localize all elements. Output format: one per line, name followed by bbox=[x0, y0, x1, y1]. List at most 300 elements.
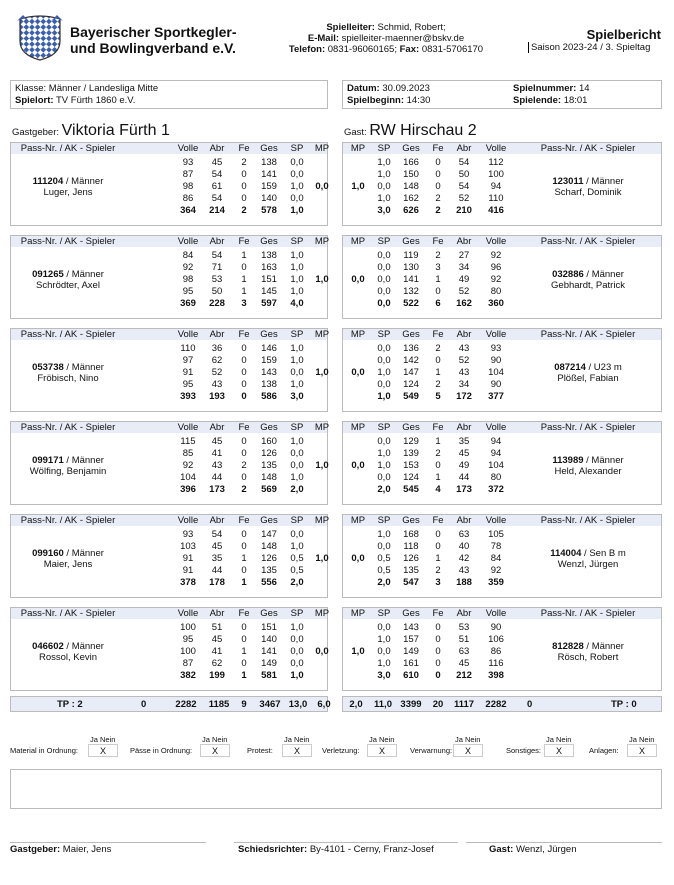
away-team-title: Gast: RW Hirschau 2 bbox=[344, 122, 477, 139]
column-label: Pass-Nr. / AK - Spieler bbox=[540, 608, 636, 619]
column-label: Abr bbox=[456, 422, 472, 433]
game-value: 43 bbox=[458, 343, 470, 354]
game-value: 1,0 bbox=[377, 634, 391, 645]
sum-value: 178 bbox=[209, 577, 225, 588]
checkbox-pair[interactable]: X bbox=[453, 744, 483, 757]
column-label: Ges bbox=[260, 422, 278, 433]
game-value: 62 bbox=[211, 658, 223, 669]
column-label: Ges bbox=[260, 236, 278, 247]
game-value: 2 bbox=[435, 250, 441, 261]
game-value: 118 bbox=[403, 541, 419, 552]
game-value: 80 bbox=[490, 472, 502, 483]
yes-no-header: Ja Nein bbox=[90, 735, 116, 744]
game-value: 0 bbox=[241, 436, 247, 447]
game-value: 54 bbox=[458, 157, 470, 168]
game-value: 0,0 bbox=[377, 343, 391, 354]
column-label: SP bbox=[377, 329, 391, 340]
game-value: 86 bbox=[182, 193, 194, 204]
sum-value: 3,0 bbox=[290, 391, 304, 402]
match-point: 1,0 bbox=[315, 553, 329, 564]
away-player-block bbox=[342, 514, 662, 598]
game-value: 1 bbox=[435, 472, 441, 483]
game-value: 41 bbox=[211, 448, 223, 459]
column-label: SP bbox=[377, 236, 391, 247]
game-value: 141 bbox=[261, 169, 277, 180]
game-value: 0 bbox=[435, 181, 441, 192]
column-header bbox=[343, 422, 661, 433]
game-value: 36 bbox=[211, 343, 223, 354]
game-value: 1,0 bbox=[377, 193, 391, 204]
match-point: 0,0 bbox=[351, 274, 365, 285]
game-value: 96 bbox=[490, 262, 502, 273]
game-value: 0 bbox=[435, 157, 441, 168]
game-value: 129 bbox=[403, 436, 419, 447]
player-info: 123011 / Männer Scharf, Dominik bbox=[552, 176, 624, 198]
away-player-block bbox=[342, 607, 662, 691]
player-info: 099171 / Männer Wölfing, Benjamin bbox=[29, 455, 107, 477]
yes-no-header: Ja Nein bbox=[284, 735, 310, 744]
column-label: SP bbox=[377, 422, 391, 433]
game-value: 0 bbox=[435, 286, 441, 297]
game-value: 1,0 bbox=[377, 448, 391, 459]
column-label: Pass-Nr. / AK - Spieler bbox=[540, 236, 636, 247]
sum-value: 214 bbox=[209, 205, 225, 216]
sum-value: 586 bbox=[261, 391, 277, 402]
home-totals-row: TP : 2 0 2282 1185 9 3467 13,0 6,0 bbox=[10, 696, 328, 712]
column-label: Pass-Nr. / AK - Spieler bbox=[20, 236, 116, 247]
game-value: 0,5 bbox=[290, 553, 304, 564]
game-value: 93 bbox=[182, 529, 194, 540]
game-value: 148 bbox=[261, 472, 277, 483]
column-header bbox=[343, 329, 661, 340]
home-player-block bbox=[10, 607, 328, 691]
game-value: 0,0 bbox=[377, 472, 391, 483]
column-label: Abr bbox=[209, 236, 225, 247]
column-label: Volle bbox=[177, 515, 199, 526]
match-point: 0,0 bbox=[315, 646, 329, 657]
match-point: 1,0 bbox=[315, 460, 329, 471]
yes-no-header: Ja Nein bbox=[369, 735, 395, 744]
game-value: 146 bbox=[261, 343, 277, 354]
game-value: 1,0 bbox=[290, 250, 304, 261]
sum-value: 162 bbox=[456, 298, 472, 309]
game-value: 95 bbox=[182, 379, 194, 390]
column-header bbox=[11, 329, 330, 340]
game-value: 45 bbox=[458, 448, 470, 459]
check-label: Verwarnung: bbox=[410, 746, 453, 755]
game-value: 1,0 bbox=[377, 529, 391, 540]
game-value: 0,0 bbox=[290, 460, 304, 471]
game-value: 110 bbox=[180, 343, 196, 354]
sum-value: 173 bbox=[209, 484, 225, 495]
column-label: MP bbox=[350, 422, 366, 433]
checkbox-pair[interactable]: X bbox=[627, 744, 657, 757]
game-value: 124 bbox=[403, 472, 419, 483]
sum-value: 5 bbox=[435, 391, 441, 402]
column-label: SP bbox=[290, 329, 304, 340]
player-info: 111204 / Männer Luger, Jens bbox=[32, 176, 104, 198]
game-value: 151 bbox=[261, 622, 277, 633]
signature-line bbox=[10, 842, 206, 843]
game-value: 103 bbox=[180, 541, 196, 552]
game-value: 0 bbox=[241, 181, 247, 192]
column-label: MP bbox=[350, 329, 366, 340]
game-value: 0 bbox=[241, 169, 247, 180]
column-header bbox=[11, 608, 330, 619]
game-value: 42 bbox=[458, 553, 470, 564]
column-label: Ges bbox=[260, 608, 278, 619]
game-value: 157 bbox=[403, 634, 419, 645]
game-value: 44 bbox=[211, 472, 223, 483]
game-value: 126 bbox=[403, 553, 419, 564]
game-value: 147 bbox=[261, 529, 277, 540]
game-value: 116 bbox=[488, 658, 504, 669]
game-value: 161 bbox=[403, 658, 419, 669]
column-label: Fe bbox=[432, 515, 444, 526]
column-label: MP bbox=[314, 143, 330, 154]
sum-value: 547 bbox=[403, 577, 419, 588]
column-label: MP bbox=[314, 236, 330, 247]
sum-value: 173 bbox=[456, 484, 472, 495]
game-value: 45 bbox=[211, 634, 223, 645]
game-value: 149 bbox=[403, 646, 419, 657]
column-label: MP bbox=[314, 422, 330, 433]
check-label: Protest: bbox=[247, 746, 273, 755]
game-value: 63 bbox=[458, 646, 470, 657]
game-value: 1 bbox=[241, 646, 247, 657]
game-value: 0,0 bbox=[377, 250, 391, 261]
game-value: 119 bbox=[403, 250, 419, 261]
column-label: Ges bbox=[260, 143, 278, 154]
column-label: Ges bbox=[402, 143, 420, 154]
game-value: 43 bbox=[458, 367, 470, 378]
column-label: SP bbox=[377, 515, 391, 526]
game-value: 1,0 bbox=[290, 541, 304, 552]
away-player-block bbox=[342, 421, 662, 505]
game-value: 0,5 bbox=[377, 565, 391, 576]
game-value: 0,0 bbox=[290, 634, 304, 645]
checkbox-pair[interactable]: X bbox=[544, 744, 574, 757]
column-label: MP bbox=[314, 515, 330, 526]
game-value: 1 bbox=[241, 274, 247, 285]
game-value: 53 bbox=[211, 274, 223, 285]
game-value: 34 bbox=[458, 262, 470, 273]
game-value: 124 bbox=[403, 379, 419, 390]
game-value: 41 bbox=[211, 646, 223, 657]
game-value: 2 bbox=[435, 448, 441, 459]
sum-value: 1 bbox=[241, 670, 247, 681]
game-value: 115 bbox=[180, 436, 196, 447]
sum-value: 228 bbox=[209, 298, 225, 309]
yes-no-header: Ja Nein bbox=[546, 735, 572, 744]
column-label: Volle bbox=[177, 329, 199, 340]
check-label: Pässe in Ordnung: bbox=[130, 746, 193, 755]
home-player-block bbox=[10, 235, 328, 319]
column-label: SP bbox=[377, 143, 391, 154]
game-value: 85 bbox=[182, 448, 194, 459]
checkbox-pair[interactable]: X bbox=[88, 744, 118, 757]
column-label: Abr bbox=[209, 608, 225, 619]
game-value: 92 bbox=[490, 274, 502, 285]
game-value: 0 bbox=[435, 529, 441, 540]
game-value: 62 bbox=[211, 355, 223, 366]
game-value: 159 bbox=[261, 181, 277, 192]
game-value: 45 bbox=[458, 658, 470, 669]
game-value: 0 bbox=[241, 193, 247, 204]
column-label: Fe bbox=[238, 329, 250, 340]
game-value: 51 bbox=[458, 634, 470, 645]
game-value: 91 bbox=[182, 367, 194, 378]
game-value: 130 bbox=[403, 262, 419, 273]
game-value: 148 bbox=[261, 541, 277, 552]
game-value: 0 bbox=[241, 367, 247, 378]
sum-value: 377 bbox=[488, 391, 504, 402]
match-point: 1,0 bbox=[351, 181, 365, 192]
column-label: Ges bbox=[402, 422, 420, 433]
yes-no-header: Ja Nein bbox=[629, 735, 655, 744]
game-value: 1 bbox=[241, 286, 247, 297]
sum-value: 378 bbox=[180, 577, 196, 588]
away-player-block bbox=[342, 235, 662, 319]
game-value: 159 bbox=[261, 355, 277, 366]
game-value: 49 bbox=[458, 274, 470, 285]
column-label: MP bbox=[350, 515, 366, 526]
game-value: 141 bbox=[261, 646, 277, 657]
game-value: 3 bbox=[435, 262, 441, 273]
home-player-block bbox=[10, 328, 328, 412]
column-label: SP bbox=[290, 515, 304, 526]
game-value: 93 bbox=[490, 343, 502, 354]
game-value: 92 bbox=[182, 460, 194, 471]
game-value: 95 bbox=[182, 286, 194, 297]
game-value: 150 bbox=[403, 169, 419, 180]
game-value: 106 bbox=[488, 634, 504, 645]
game-value: 40 bbox=[458, 541, 470, 552]
game-value: 49 bbox=[458, 460, 470, 471]
game-value: 61 bbox=[211, 181, 223, 192]
game-value: 2 bbox=[241, 157, 247, 168]
game-value: 90 bbox=[490, 379, 502, 390]
game-value: 0 bbox=[435, 460, 441, 471]
game-value: 44 bbox=[458, 472, 470, 483]
sum-value: 188 bbox=[456, 577, 472, 588]
game-value: 35 bbox=[211, 553, 223, 564]
sum-value: 597 bbox=[261, 298, 277, 309]
game-value: 50 bbox=[458, 169, 470, 180]
game-value: 1,0 bbox=[290, 472, 304, 483]
check-label: Anlagen: bbox=[589, 746, 619, 755]
column-label: Volle bbox=[485, 422, 507, 433]
match-point: 1,0 bbox=[315, 274, 329, 285]
column-label: Volle bbox=[485, 608, 507, 619]
game-value: 34 bbox=[458, 379, 470, 390]
match-point: 1,0 bbox=[315, 367, 329, 378]
game-value: 0,0 bbox=[290, 367, 304, 378]
game-value: 0,0 bbox=[377, 436, 391, 447]
column-label: Ges bbox=[402, 236, 420, 247]
game-value: 163 bbox=[261, 262, 277, 273]
checkbox-pair[interactable]: X bbox=[200, 744, 230, 757]
sum-value: 210 bbox=[456, 205, 472, 216]
game-value: 2 bbox=[435, 343, 441, 354]
game-value: 78 bbox=[490, 541, 502, 552]
game-value: 0 bbox=[241, 529, 247, 540]
column-label: Fe bbox=[238, 608, 250, 619]
sum-value: 396 bbox=[180, 484, 196, 495]
player-info: 046602 / Männer Rossol, Kevin bbox=[32, 641, 104, 663]
game-value: 0 bbox=[435, 622, 441, 633]
game-value: 0,0 bbox=[290, 448, 304, 459]
game-value: 0,0 bbox=[290, 169, 304, 180]
game-value: 100 bbox=[180, 622, 196, 633]
game-value: 1,0 bbox=[290, 286, 304, 297]
sum-value: 172 bbox=[456, 391, 472, 402]
game-value: 54 bbox=[211, 250, 223, 261]
game-value: 151 bbox=[261, 274, 277, 285]
player-info: 087214 / U23 m Plößel, Fabian bbox=[554, 362, 622, 384]
column-label: Fe bbox=[432, 236, 444, 247]
game-value: 141 bbox=[403, 274, 419, 285]
game-value: 1 bbox=[435, 436, 441, 447]
game-value: 35 bbox=[458, 436, 470, 447]
game-value: 126 bbox=[261, 448, 277, 459]
yes-no-header: Ja Nein bbox=[202, 735, 228, 744]
player-info: 812828 / Männer Rösch, Robert bbox=[552, 641, 624, 663]
sum-value: 1 bbox=[241, 577, 247, 588]
column-header bbox=[343, 515, 661, 526]
game-value: 0 bbox=[241, 634, 247, 645]
sum-value: 1,0 bbox=[290, 670, 304, 681]
game-value: 0,0 bbox=[290, 157, 304, 168]
game-value: 0,0 bbox=[377, 355, 391, 366]
game-value: 0 bbox=[241, 262, 247, 273]
game-value: 45 bbox=[211, 157, 223, 168]
game-value: 1 bbox=[241, 553, 247, 564]
column-label: Pass-Nr. / AK - Spieler bbox=[540, 143, 636, 154]
home-player-block bbox=[10, 421, 328, 505]
remarks-box[interactable] bbox=[10, 769, 662, 809]
column-header bbox=[11, 236, 330, 247]
game-value: 92 bbox=[490, 565, 502, 576]
game-value: 0 bbox=[435, 646, 441, 657]
game-value: 1,0 bbox=[290, 181, 304, 192]
game-value: 95 bbox=[182, 634, 194, 645]
column-label: MP bbox=[350, 608, 366, 619]
bskv-logo bbox=[15, 13, 65, 61]
sum-value: 2 bbox=[435, 205, 441, 216]
game-value: 0,0 bbox=[377, 286, 391, 297]
player-info: 091265 / Männer Schrödter, Axel bbox=[32, 269, 104, 291]
game-value: 0 bbox=[435, 169, 441, 180]
column-label: SP bbox=[377, 608, 391, 619]
game-value: 91 bbox=[182, 553, 194, 564]
game-value: 84 bbox=[490, 553, 502, 564]
game-value: 160 bbox=[261, 436, 277, 447]
sum-value: 369 bbox=[180, 298, 196, 309]
column-label: Abr bbox=[209, 329, 225, 340]
column-label: Abr bbox=[209, 143, 225, 154]
column-label: MP bbox=[314, 608, 330, 619]
sum-value: 393 bbox=[180, 391, 196, 402]
game-value: 149 bbox=[261, 658, 277, 669]
game-value: 53 bbox=[458, 622, 470, 633]
game-value: 52 bbox=[458, 355, 470, 366]
home-player-block bbox=[10, 514, 328, 598]
game-value: 0,0 bbox=[290, 529, 304, 540]
column-label: MP bbox=[350, 236, 366, 247]
home-team-title: Gastgeber: Viktoria Fürth 1 bbox=[12, 122, 170, 139]
game-value: 143 bbox=[403, 622, 419, 633]
column-label: MP bbox=[350, 143, 366, 154]
column-label: Fe bbox=[432, 422, 444, 433]
game-value: 1,0 bbox=[290, 274, 304, 285]
yes-no-header: Ja Nein bbox=[455, 735, 481, 744]
game-value: 135 bbox=[403, 565, 419, 576]
game-value: 1,0 bbox=[290, 355, 304, 366]
sum-value: 359 bbox=[488, 577, 504, 588]
home-player-block bbox=[10, 142, 328, 226]
game-value: 143 bbox=[261, 367, 277, 378]
column-label: Fe bbox=[432, 608, 444, 619]
sum-value: 626 bbox=[403, 205, 419, 216]
player-info: 114004 / Sen B m Wenzl, Jürgen bbox=[550, 548, 626, 570]
column-label: SP bbox=[290, 236, 304, 247]
game-value: 0,0 bbox=[377, 181, 391, 192]
column-label: Pass-Nr. / AK - Spieler bbox=[540, 515, 636, 526]
game-value: 0,0 bbox=[290, 193, 304, 204]
sum-value: 3,0 bbox=[377, 670, 391, 681]
sum-value: 2,0 bbox=[377, 484, 391, 495]
sum-value: 372 bbox=[488, 484, 504, 495]
game-value: 140 bbox=[261, 193, 277, 204]
contact-info: Spielleiter: Schmid, Robert; E-Mail: spielleiter-maenner@bskv.de Telefon: 0831-96060165; Fax: 0831-5706170 bbox=[288, 22, 484, 55]
column-label: MP bbox=[314, 329, 330, 340]
column-label: Ges bbox=[260, 515, 278, 526]
game-value: 0,0 bbox=[290, 658, 304, 669]
sum-value: 522 bbox=[403, 298, 419, 309]
game-value: 1,0 bbox=[290, 622, 304, 633]
game-value: 126 bbox=[261, 553, 277, 564]
away-signature: Gast: Wenzl, Jürgen bbox=[489, 844, 577, 855]
checkbox-pair[interactable]: X bbox=[367, 744, 397, 757]
player-info: 032886 / Männer Gebhardt, Patrick bbox=[551, 269, 625, 291]
game-value: 87 bbox=[182, 658, 194, 669]
column-label: Volle bbox=[177, 236, 199, 247]
column-label: Abr bbox=[456, 143, 472, 154]
game-value: 0,5 bbox=[377, 553, 391, 564]
column-label: Ges bbox=[402, 608, 420, 619]
column-header bbox=[343, 236, 661, 247]
sum-value: 4 bbox=[435, 484, 441, 495]
checkbox-pair[interactable]: X bbox=[282, 744, 312, 757]
match-point: 1,0 bbox=[351, 646, 365, 657]
player-info: 099160 / Männer Maier, Jens bbox=[32, 548, 104, 570]
column-label: Pass-Nr. / AK - Spieler bbox=[540, 329, 636, 340]
game-value: 90 bbox=[490, 355, 502, 366]
game-value: 135 bbox=[261, 460, 277, 471]
game-value: 43 bbox=[211, 379, 223, 390]
game-value: 1,0 bbox=[377, 658, 391, 669]
sum-value: 2,0 bbox=[290, 484, 304, 495]
sum-value: 0 bbox=[241, 391, 247, 402]
sum-value: 382 bbox=[180, 670, 196, 681]
column-header bbox=[11, 422, 330, 433]
column-header bbox=[343, 608, 661, 619]
sum-value: 360 bbox=[488, 298, 504, 309]
game-value: 138 bbox=[261, 250, 277, 261]
game-value: 84 bbox=[182, 250, 194, 261]
sum-value: 364 bbox=[180, 205, 196, 216]
